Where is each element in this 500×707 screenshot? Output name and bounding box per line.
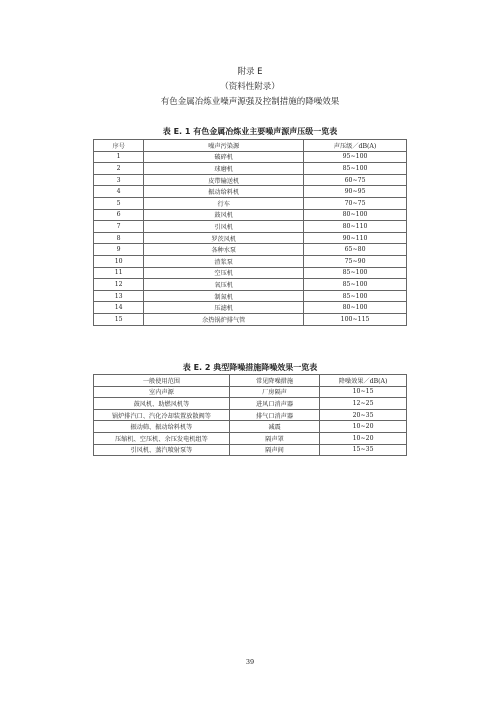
table-cell: 85~100 [304, 267, 407, 279]
appendix-label: 附录 E [237, 67, 263, 77]
table-row [94, 186, 407, 198]
table-row [94, 421, 407, 433]
table-row [94, 313, 407, 325]
table-row [94, 163, 407, 175]
table-cell: 15 [94, 313, 144, 325]
table-cell: 60~75 [304, 174, 407, 186]
table-cell: 10~20 [320, 432, 407, 444]
table-cell: 引风机 [144, 221, 304, 233]
table-cell: 排气口消声器 [229, 409, 319, 421]
page-number: 39 [245, 658, 255, 666]
table-cell: 85~100 [304, 279, 407, 291]
table-cell: 12 [94, 279, 144, 291]
table-row [94, 279, 407, 291]
table-row [94, 209, 407, 221]
table2-caption: 表 E. 2 典型降噪措施降噪效果一览表 [182, 363, 318, 372]
table-cell: 85~100 [304, 290, 407, 302]
table-cell: 1 [94, 151, 144, 163]
table-cell: 渣浆泵 [144, 255, 304, 267]
table-cell: 各种水泵 [144, 244, 304, 256]
table-row [94, 244, 407, 256]
table-header-row [94, 375, 407, 387]
column-header: 序号 [94, 140, 144, 152]
table-row [94, 444, 407, 456]
table-row [94, 197, 407, 209]
table-cell: 100~115 [304, 313, 407, 325]
table-cell: 引风机、蒸汽喷射泵等 [94, 444, 230, 456]
table-cell: 80~100 [304, 302, 407, 314]
column-header: 噪声污染源 [144, 140, 304, 152]
table-cell: 减震 [229, 421, 319, 433]
table-cell: 90~95 [304, 186, 407, 198]
table-cell: 2 [94, 163, 144, 175]
table-cell: 行车 [144, 197, 304, 209]
column-header: 降噪效果／dB(A) [320, 375, 407, 387]
table-cell: 球磨机 [144, 163, 304, 175]
appendix-title: 有色金属冶炼业噪声源强及控制措施的降噪效果 [160, 97, 340, 107]
table-cell: 厂房隔声 [229, 386, 319, 398]
table-cell: 75~90 [304, 255, 407, 267]
column-header: 一般使用范围 [94, 375, 230, 387]
table1-caption: 表 E. 1 有色金属冶炼业主要噪声源声压级一览表 [162, 127, 338, 136]
table-cell: 85~100 [304, 163, 407, 175]
table-cell: 压缩机、空压机、余压发电机组等 [94, 432, 230, 444]
table-cell: 空压机 [144, 267, 304, 279]
table-cell: 4 [94, 186, 144, 198]
table-cell: 80~100 [304, 209, 407, 221]
table-cell: 隔声间 [229, 444, 319, 456]
table-cell: 3 [94, 174, 144, 186]
table-cell: 12~25 [320, 398, 407, 410]
table-cell: 鼓风机 [144, 209, 304, 221]
table-cell: 6 [94, 209, 144, 221]
noise-reduction-table [93, 374, 407, 456]
appendix-note: （资料性附录） [220, 82, 280, 92]
table-row [94, 432, 407, 444]
table-cell: 鼓风机、助燃风机等 [94, 398, 230, 410]
table-cell: 破碎机 [144, 151, 304, 163]
table-cell: 10~20 [320, 421, 407, 433]
table-row [94, 267, 407, 279]
table-cell: 7 [94, 221, 144, 233]
table-cell: 皮带输送机 [144, 174, 304, 186]
table-row [94, 151, 407, 163]
table-cell: 5 [94, 197, 144, 209]
table-row [94, 409, 407, 421]
column-header: 常见降噪措施 [229, 375, 319, 387]
table-row [94, 290, 407, 302]
table-cell: 95~100 [304, 151, 407, 163]
table-row [94, 386, 407, 398]
table-cell: 13 [94, 290, 144, 302]
table-cell: 压滤机 [144, 302, 304, 314]
table-row [94, 174, 407, 186]
table-cell: 8 [94, 232, 144, 244]
table-cell: 14 [94, 302, 144, 314]
table-cell: 隔声罩 [229, 432, 319, 444]
table-cell: 振动给料机 [144, 186, 304, 198]
table-header-row [94, 140, 407, 152]
table-cell: 11 [94, 267, 144, 279]
table-cell: 90~110 [304, 232, 407, 244]
table-cell: 制氮机 [144, 290, 304, 302]
table-cell: 70~75 [304, 197, 407, 209]
table-cell: 65~80 [304, 244, 407, 256]
noise-source-table [93, 139, 407, 326]
table-cell: 进风口消声器 [229, 398, 319, 410]
column-header: 声压级／dB(A) [304, 140, 407, 152]
table-cell: 振动筛、振动给料机等 [94, 421, 230, 433]
table-cell: 罗茨风机 [144, 232, 304, 244]
table-cell: 20~35 [320, 409, 407, 421]
table-cell: 10 [94, 255, 144, 267]
table-cell: 9 [94, 244, 144, 256]
table-cell: 室内声源 [94, 386, 230, 398]
table-cell: 10~15 [320, 386, 407, 398]
table-cell: 锅炉排汽口、汽化冷却装置放散阀等 [94, 409, 230, 421]
table-row [94, 398, 407, 410]
table-row [94, 302, 407, 314]
table-cell: 80~110 [304, 221, 407, 233]
table-row [94, 221, 407, 233]
table-cell: 氧压机 [144, 279, 304, 291]
table-row [94, 255, 407, 267]
table-cell: 余热锅炉排气管 [144, 313, 304, 325]
table-cell: 15~35 [320, 444, 407, 456]
table-row [94, 232, 407, 244]
